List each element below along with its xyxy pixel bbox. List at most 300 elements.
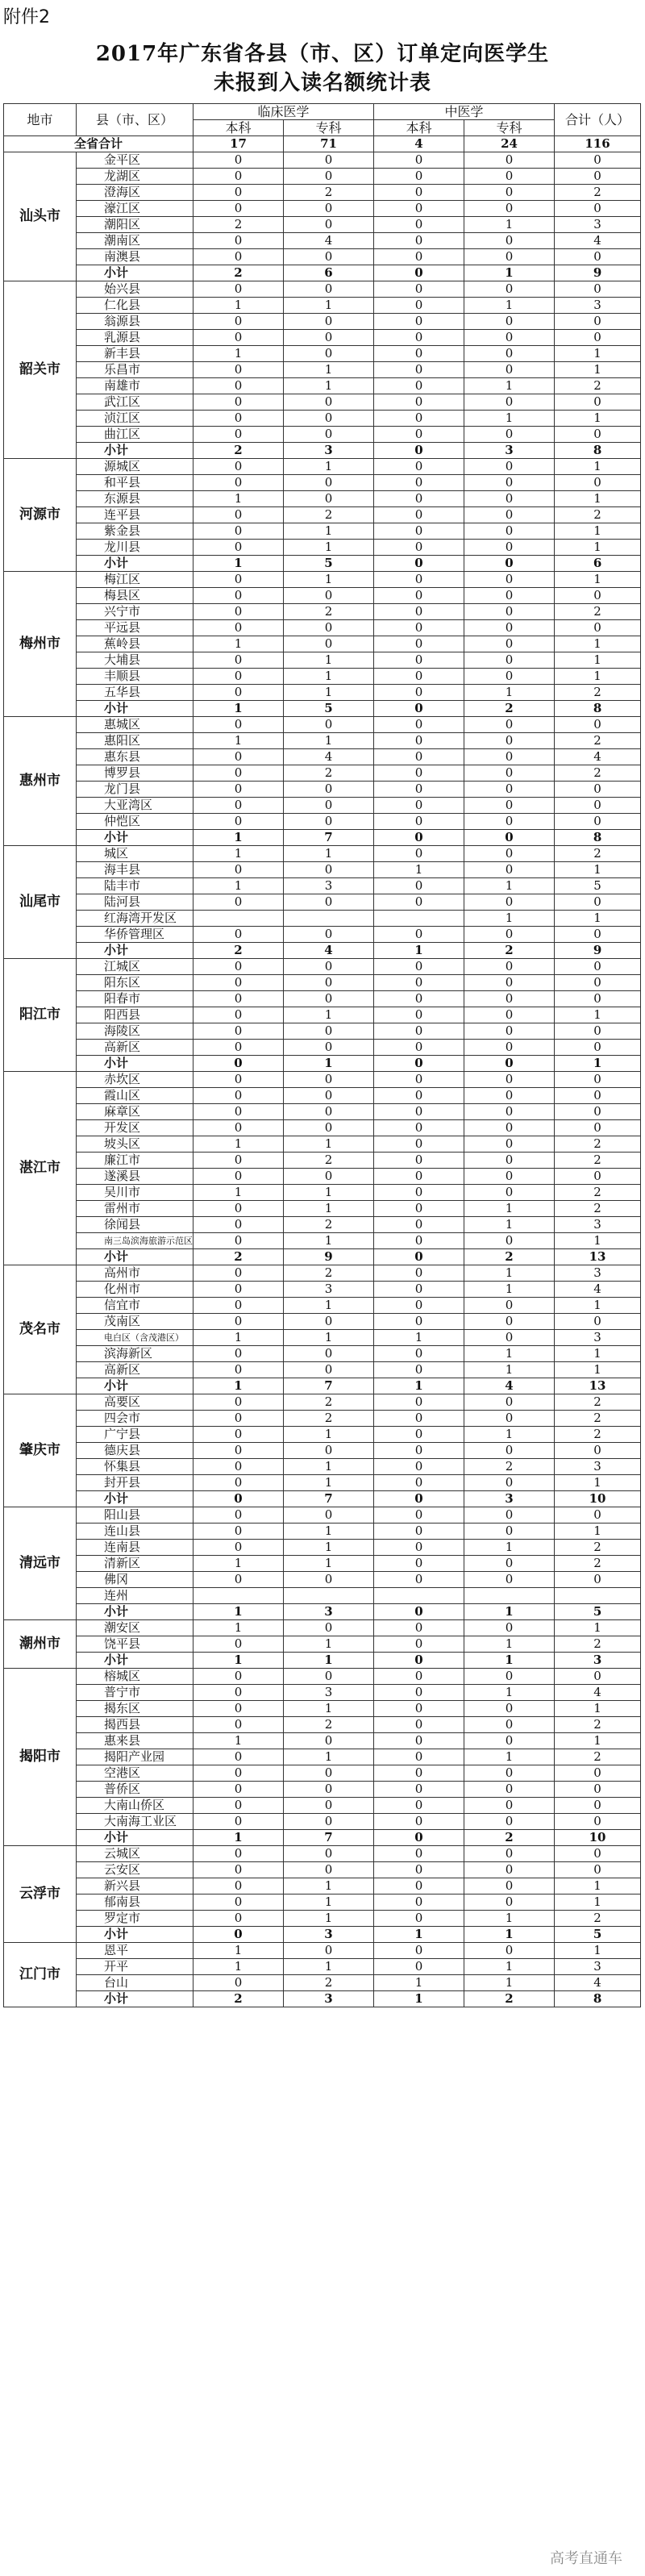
quota-cell: 1 [555,1878,641,1894]
quota-cell: 1 [284,1701,374,1717]
county-row [4,1878,641,1894]
quota-cell: 1 [284,1136,374,1153]
quota-cell: 0 [284,1040,374,1056]
county-row [4,1959,641,1975]
quota-cell: 2 [284,604,374,620]
quota-cell: 0 [374,362,464,378]
quota-cell: 0 [194,685,284,701]
quota-cell: 0 [194,314,284,330]
quota-cell: 1 [555,1620,641,1636]
quota-cell: 1 [464,685,555,701]
quota-cell: 0 [374,411,464,427]
quota-cell: 2 [555,1636,641,1653]
province-total-cell: 17 [194,136,284,152]
county-name: 恩平 [77,1943,194,1959]
quota-cell: 0 [194,1507,284,1524]
quota-cell: 0 [555,1862,641,1878]
quota-cell: 0 [194,782,284,798]
quota-cell: 1 [194,733,284,749]
quota-cell: 1 [555,1894,641,1911]
quota-cell: 0 [194,1846,284,1862]
quota-cell: 2 [555,1136,641,1153]
quota-cell: 0 [555,314,641,330]
quota-cell: 0 [464,185,555,201]
quota-cell: 1 [284,846,374,862]
county-row [4,298,641,314]
county-row [4,1443,641,1459]
quota-cell: 1 [555,362,641,378]
county-row [4,1911,641,1927]
subtotal-cell: 1 [194,1653,284,1669]
quota-cell: 0 [555,1765,641,1782]
quota-cell: 0 [374,798,464,814]
county-row [4,1169,641,1185]
county-name: 陆河县 [77,894,194,911]
quota-cell: 2 [555,765,641,782]
subtotal-cell: 8 [555,1991,641,2007]
quota-cell: 0 [555,1507,641,1524]
quota-cell: 0 [374,1556,464,1572]
quota-cell: 1 [284,1749,374,1765]
quota-cell: 0 [194,1911,284,1927]
quota-cell: 0 [555,1072,641,1088]
subtotal-cell: 8 [555,443,641,459]
quota-cell: 0 [464,1846,555,1862]
subtotal-cell: 1 [555,1056,641,1072]
county-name: 开平 [77,1959,194,1975]
quota-cell: 0 [464,1023,555,1040]
quota-cell: 4 [555,1282,641,1298]
quota-cell: 0 [194,1524,284,1540]
quota-cell: 0 [555,1814,641,1830]
quota-cell: 0 [374,1701,464,1717]
quota-cell: 1 [555,572,641,588]
quota-cell: 0 [194,411,284,427]
quota-cell: 0 [374,1459,464,1475]
quota-cell: 0 [194,1636,284,1653]
quota-cell: 0 [374,588,464,604]
quota-cell: 1 [194,1620,284,1636]
quota-cell: 1 [555,1362,641,1378]
subtotal-cell: 2 [194,1249,284,1265]
quota-cell: 0 [284,394,374,411]
quota-cell: 0 [284,346,374,362]
quota-cell: 0 [555,894,641,911]
header-tcm-bachelor: 本科 [374,120,464,136]
quota-cell: 0 [374,1443,464,1459]
quota-cell: 0 [194,152,284,169]
county-name: 曲江区 [77,427,194,443]
subtotal-cell: 7 [284,1491,374,1507]
quota-cell: 1 [284,1911,374,1927]
quota-cell: 0 [464,572,555,588]
quota-cell: 0 [284,217,374,233]
quota-cell: 0 [374,1507,464,1524]
quota-cell: 0 [194,991,284,1007]
county-row [4,249,641,265]
county-row [4,1298,641,1314]
quota-cell: 0 [194,1169,284,1185]
county-name: 翁源县 [77,314,194,330]
subtotal-cell: 6 [555,556,641,572]
county-name: 潮南区 [77,233,194,249]
quota-cell: 1 [194,878,284,894]
subtotal-cell: 9 [284,1249,374,1265]
quota-cell: 0 [464,894,555,911]
quota-cell: 0 [555,1314,641,1330]
quota-cell: 0 [194,1362,284,1378]
quota-cell: 1 [284,1475,374,1491]
quota-cell: 1 [555,862,641,878]
quota-cell: 0 [464,169,555,185]
quota-cell: 0 [464,1669,555,1685]
quota-cell: 0 [464,1120,555,1136]
quota-cell: 0 [374,959,464,975]
county-row [4,911,641,927]
subtotal-cell: 1 [374,1927,464,1943]
county-name: 廉江市 [77,1153,194,1169]
county-row [4,717,641,733]
quota-cell: 0 [284,1733,374,1749]
header-clinical-bachelor: 本科 [194,120,284,136]
quota-cell: 0 [464,1330,555,1346]
subtotal-cell: 1 [374,1991,464,2007]
quota-cell: 0 [374,1911,464,1927]
subtotal-cell: 0 [194,1927,284,1943]
quota-cell: 0 [464,862,555,878]
quota-cell: 0 [464,1765,555,1782]
quota-cell: 0 [374,1636,464,1653]
county-name: 广宁县 [77,1427,194,1443]
quota-cell: 0 [194,975,284,991]
county-name: 连州 [77,1588,194,1604]
page-title-line1: 2017年广东省各县（市、区）订单定向医学生 [95,42,550,66]
quota-cell: 1 [555,459,641,475]
quota-cell: 0 [374,1394,464,1411]
quota-cell: 0 [374,749,464,765]
subtotal-cell: 7 [284,1830,374,1846]
county-row [4,814,641,830]
quota-cell: 0 [374,1765,464,1782]
subtotal-cell: 2 [464,701,555,717]
county-name: 仲恺区 [77,814,194,830]
subtotal-cell: 0 [374,1056,464,1072]
quota-cell: 0 [284,927,374,943]
county-row [4,1572,641,1588]
quota-cell: 3 [555,298,641,314]
county-row [4,1282,641,1298]
quota-cell: 0 [284,1846,374,1862]
quota-cell: 0 [194,604,284,620]
quota-cell: 0 [464,1717,555,1733]
quota-cell: 0 [464,991,555,1007]
quota-cell: 2 [555,1394,641,1411]
county-name: 阳东区 [77,975,194,991]
county-name: 连山县 [77,1524,194,1540]
quota-cell [194,911,284,927]
quota-cell: 0 [284,281,374,298]
quota-cell: 0 [284,991,374,1007]
subtotal-cell: 1 [464,265,555,281]
county-name: 揭阳产业园 [77,1749,194,1765]
quota-cell: 0 [284,588,374,604]
county-name: 大亚湾区 [77,798,194,814]
quota-cell: 3 [555,1459,641,1475]
quota-cell: 0 [464,652,555,669]
quota-cell: 1 [194,1330,284,1346]
county-row [4,1717,641,1733]
county-name: 海丰县 [77,862,194,878]
quota-cell: 2 [555,378,641,394]
county-name: 澄海区 [77,185,194,201]
quota-cell: 0 [464,1411,555,1427]
county-name: 清新区 [77,1556,194,1572]
county-row [4,1233,641,1249]
county-name: 大南海工业区 [77,1814,194,1830]
quota-cell: 0 [374,604,464,620]
subtotal-cell: 4 [284,943,374,959]
quota-cell: 0 [464,507,555,523]
quota-cell: 3 [555,1265,641,1282]
county-row [4,314,641,330]
quota-cell: 0 [464,1088,555,1104]
county-row [4,346,641,362]
quota-cell: 0 [194,1765,284,1782]
quota-cell: 1 [464,298,555,314]
quota-cell: 1 [194,1556,284,1572]
county-row [4,1943,641,1959]
quota-cell: 2 [555,1427,641,1443]
county-row [4,862,641,878]
quota-cell: 0 [464,814,555,830]
quota-cell: 0 [374,1411,464,1427]
county-name: 金平区 [77,152,194,169]
quota-cell: 3 [284,878,374,894]
county-name: 普侨区 [77,1782,194,1798]
county-name: 麻章区 [77,1104,194,1120]
quota-cell: 0 [194,1685,284,1701]
subtotal-cell: 13 [555,1378,641,1394]
county-row [4,685,641,701]
quota-cell: 0 [194,233,284,249]
county-name: 新兴县 [77,1878,194,1894]
county-row [4,1427,641,1443]
quota-cell: 0 [284,1362,374,1378]
quota-cell: 0 [374,1201,464,1217]
quota-cell: 0 [374,894,464,911]
quota-cell: 0 [284,782,374,798]
quota-cell: 2 [555,1717,641,1733]
county-name: 封开县 [77,1475,194,1491]
city-name: 肇庆市 [4,1394,77,1507]
quota-cell: 0 [194,1298,284,1314]
county-name: 陆丰市 [77,878,194,894]
quota-cell: 0 [374,1524,464,1540]
province-total-cell: 24 [464,136,555,152]
quota-cell: 0 [284,314,374,330]
quota-cell: 0 [194,1443,284,1459]
quota-cell: 0 [374,927,464,943]
city-name: 阳江市 [4,959,77,1072]
subtotal-cell: 7 [284,830,374,846]
county-row [4,491,641,507]
county-row [4,152,641,169]
county-row [4,652,641,669]
quota-cell: 0 [464,1572,555,1588]
quota-cell: 1 [194,1136,284,1153]
subtotal-cell: 1 [464,1653,555,1669]
quota-cell: 0 [374,1265,464,1282]
quota-cell: 0 [194,1088,284,1104]
subtotal-label: 小计 [77,830,194,846]
city-name: 云浮市 [4,1846,77,1943]
quota-cell: 0 [374,1685,464,1701]
quota-cell: 0 [194,475,284,491]
subtotal-cell: 1 [374,943,464,959]
county-row [4,894,641,911]
county-name: 揭东区 [77,1701,194,1717]
quota-cell: 0 [374,1620,464,1636]
quota-cell: 0 [374,1298,464,1314]
subtotal-cell: 2 [464,1830,555,1846]
quota-cell: 0 [284,1314,374,1330]
county-row [4,1507,641,1524]
subtotal-label: 小计 [77,1927,194,1943]
quota-cell: 0 [374,814,464,830]
county-name: 仁化县 [77,298,194,314]
quota-cell: 0 [374,1362,464,1378]
subtotal-cell: 0 [374,556,464,572]
subtotal-cell: 0 [464,556,555,572]
quota-cell: 0 [464,1007,555,1023]
quota-cell: 0 [194,1475,284,1491]
quota-cell: 2 [194,217,284,233]
subtotal-cell: 2 [194,943,284,959]
county-name: 南雄市 [77,378,194,394]
subtotal-row [4,830,641,846]
quota-cell: 0 [374,1572,464,1588]
quota-cell: 0 [555,927,641,943]
county-name: 红海湾开发区 [77,911,194,927]
subtotal-row [4,943,641,959]
quota-cell: 1 [284,685,374,701]
quota-cell: 0 [284,975,374,991]
county-name: 梅江区 [77,572,194,588]
county-name: 高新区 [77,1040,194,1056]
quota-cell: 0 [194,169,284,185]
quota-cell: 1 [464,878,555,894]
quota-cell: 0 [374,507,464,523]
county-row [4,281,641,298]
quota-cell: 0 [555,1088,641,1104]
subtotal-cell: 4 [464,1378,555,1394]
quota-cell: 0 [374,185,464,201]
subtotal-label: 小计 [77,1378,194,1394]
subtotal-cell: 1 [194,1378,284,1394]
quota-cell: 0 [194,1427,284,1443]
subtotal-cell: 7 [284,1378,374,1394]
quota-cell: 0 [284,427,374,443]
county-row [4,475,641,491]
county-row [4,733,641,749]
quota-cell: 1 [555,540,641,556]
quota-cell: 0 [194,1153,284,1169]
quota-cell: 0 [374,669,464,685]
quota-cell: 0 [374,1040,464,1056]
subtotal-row [4,1056,641,1072]
county-row [4,394,641,411]
page-title-line2: 未报到入读名额统计表 [213,71,431,95]
quota-cell: 1 [194,1943,284,1959]
quota-cell: 0 [374,249,464,265]
quota-cell: 0 [194,894,284,911]
quota-cell: 0 [374,782,464,798]
quota-cell: 0 [464,1894,555,1911]
quota-cell: 1 [464,1975,555,1991]
subtotal-cell: 0 [374,830,464,846]
quota-cell: 0 [194,1814,284,1830]
quota-cell: 0 [464,846,555,862]
quota-cell: 0 [374,314,464,330]
quota-cell: 0 [194,814,284,830]
quota-cell: 0 [374,1153,464,1169]
quota-cell: 3 [284,1282,374,1298]
quota-cell: 1 [555,346,641,362]
quota-cell: 0 [464,1814,555,1830]
quota-cell: 4 [555,1685,641,1701]
subtotal-cell: 6 [284,265,374,281]
quota-cell: 2 [555,1911,641,1927]
subtotal-cell: 13 [555,1249,641,1265]
county-name: 雷州市 [77,1201,194,1217]
quota-cell: 1 [194,491,284,507]
quota-cell: 0 [374,523,464,540]
subtotal-cell: 2 [464,1991,555,2007]
quota-cell: 0 [374,491,464,507]
subtotal-cell: 0 [374,1249,464,1265]
quota-cell: 1 [374,1975,464,1991]
quota-cell: 0 [374,1120,464,1136]
quota-cell: 0 [194,1975,284,1991]
county-row [4,169,641,185]
subtotal-cell: 0 [374,443,464,459]
quota-cell: 0 [374,765,464,782]
county-row [4,1556,641,1572]
county-name: 蕉岭县 [77,636,194,652]
quota-cell: 0 [464,1185,555,1201]
quota-cell: 0 [555,620,641,636]
subtotal-cell: 8 [555,830,641,846]
county-row [4,604,641,620]
city-name: 揭阳市 [4,1669,77,1846]
quota-cell: 0 [194,1572,284,1588]
quota-cell: 2 [284,1394,374,1411]
quota-cell: 0 [284,717,374,733]
county-name: 佛冈 [77,1572,194,1588]
quota-cell: 2 [284,1265,374,1282]
quota-cell: 0 [194,249,284,265]
quota-cell: 0 [374,1475,464,1491]
province-total-cell: 116 [555,136,641,152]
county-row [4,975,641,991]
quota-cell: 0 [194,1007,284,1023]
county-row [4,1588,641,1604]
header-total: 合计（人） [555,104,641,136]
quota-cell: 0 [284,330,374,346]
county-row [4,991,641,1007]
quota-cell: 0 [194,1798,284,1814]
quota-cell: 0 [464,798,555,814]
